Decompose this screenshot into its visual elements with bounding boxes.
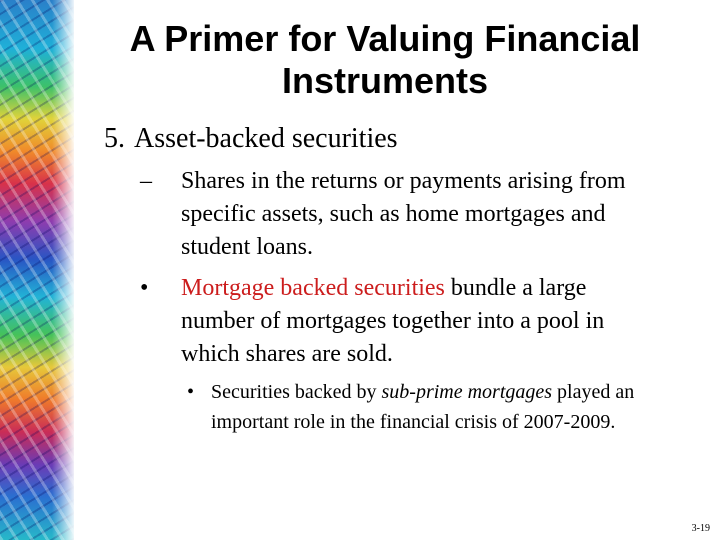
bullet-icon: • [140, 275, 149, 301]
dash-bullet: – [140, 168, 152, 194]
subpoint-suffix: played an important role in the financial crisis of 2007-2009. [211, 381, 635, 433]
page-number: 3-19 [691, 523, 710, 534]
subpoint-italic: sub-prime mortgages [381, 381, 553, 403]
section-heading [104, 122, 398, 156]
mbs-highlight: Mortgage backed securities [181, 275, 445, 301]
mbs-text: bundle a large number of mortgages together into a pool in which shares are sold. [181, 275, 605, 367]
slide-title: A Primer for Valuing Financial Instruments [129, 18, 641, 101]
sub-bullet-icon: • [187, 381, 195, 403]
section-number: 5. [104, 123, 125, 154]
subpoint-crisis [211, 377, 661, 437]
section-label: Asset-backed securities [134, 123, 398, 154]
point-mbs [181, 272, 661, 371]
subpoint-prefix: Securities backed by [211, 381, 382, 403]
point-definition: Shares in the returns or payments arising from specific assets, such as home mortgages and student loans. [181, 168, 626, 260]
